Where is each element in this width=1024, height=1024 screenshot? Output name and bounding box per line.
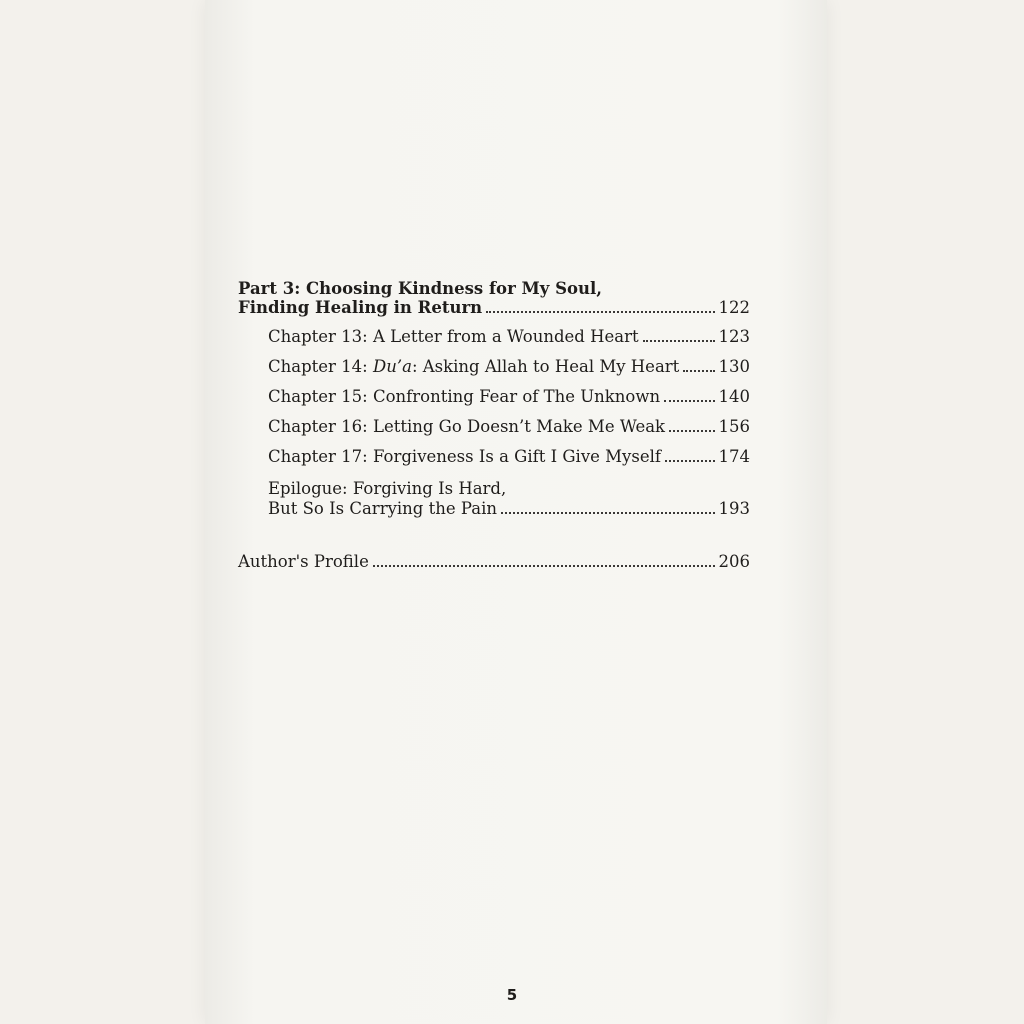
page-folio: 5 xyxy=(506,986,518,1004)
toc-chapter-13 xyxy=(238,328,750,347)
dot-leader xyxy=(643,340,715,342)
table-of-contents xyxy=(238,278,750,572)
part-title-line-2: Finding Healing in Return xyxy=(238,298,483,318)
dot-leader xyxy=(373,565,715,567)
chapter-title: Chapter 17: Forgiveness Is a Gift I Give Myself xyxy=(268,447,661,467)
chapter-title: Chapter 14: Du’a: Asking Allah to Heal My Heart xyxy=(268,357,680,377)
page-number: 122 xyxy=(718,298,750,318)
chapter-title: Chapter 13: A Letter from a Wounded Heart xyxy=(268,327,639,347)
toc-epilogue xyxy=(238,500,750,519)
toc-part-3 xyxy=(238,278,750,318)
dot-leader xyxy=(669,430,714,432)
dot-leader xyxy=(486,311,714,313)
epilogue-title-line-2: But So Is Carrying the Pain xyxy=(268,498,497,518)
page-number: 174 xyxy=(718,447,750,467)
page-number: 130 xyxy=(718,357,750,377)
dot-leader xyxy=(665,460,715,462)
page-number: 206 xyxy=(718,551,750,571)
epilogue-title-line-1: Epilogue: Forgiving Is Hard, xyxy=(268,479,507,499)
profile-title: Author's Profile xyxy=(238,551,369,571)
page-number: 123 xyxy=(718,327,750,347)
part-entry-row xyxy=(238,299,750,318)
toc-chapter-15 xyxy=(238,388,750,407)
toc-chapter-17 xyxy=(238,448,750,467)
chapter-title: Chapter 15: Confronting Fear of The Unknown xyxy=(268,387,661,407)
chapter-title: Chapter 16: Letting Go Doesn’t Make Me Weak xyxy=(268,417,666,437)
part-title-line-1: Part 3: Choosing Kindness for My Soul, xyxy=(238,279,603,298)
dot-leader xyxy=(664,400,714,402)
toc-chapter-16 xyxy=(238,418,750,437)
page-number: 140 xyxy=(718,387,750,407)
page-number: 193 xyxy=(718,498,750,518)
dot-leader xyxy=(683,370,714,372)
page-number: 156 xyxy=(718,417,750,437)
toc-chapter-14 xyxy=(238,358,750,377)
dot-leader xyxy=(501,512,715,514)
toc-authors-profile xyxy=(238,553,750,572)
